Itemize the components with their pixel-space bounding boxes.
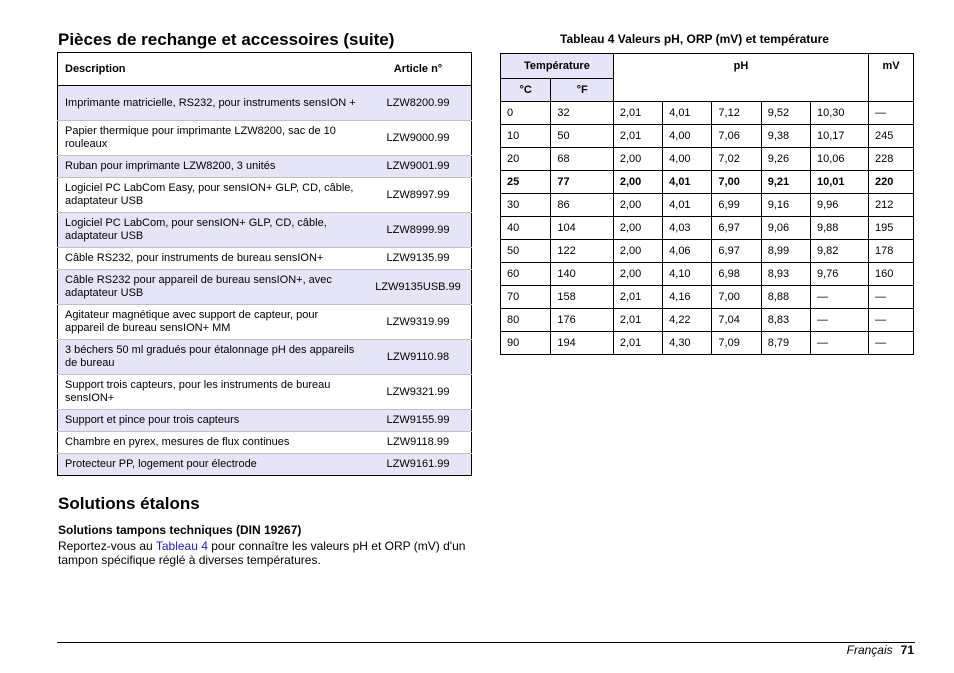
part-article-number: LZW9135USB.99 <box>365 270 472 305</box>
cell-ph-3: 7,12 <box>712 102 761 125</box>
part-article-number: LZW8999.99 <box>365 213 472 248</box>
cell-temp-celsius: 25 <box>501 171 551 194</box>
cell-ph-3: 6,97 <box>712 217 761 240</box>
cell-mv-value: 160 <box>869 263 914 286</box>
cell-temp-celsius: 0 <box>501 102 551 125</box>
part-description: Support et pince pour trois capteurs <box>58 410 366 432</box>
paragraph-text-start: Reportez-vous au <box>58 539 156 553</box>
cell-temp-celsius: 50 <box>501 240 551 263</box>
cell-ph-2: 4,00 <box>663 125 712 148</box>
part-description: Support trois capteurs, pour les instruments de bureau sensION+ <box>58 375 366 410</box>
parts-row <box>58 213 472 248</box>
part-description: Câble RS232, pour instruments de bureau sensION+ <box>58 248 366 270</box>
cell-mv-value: 228 <box>869 148 914 171</box>
parts-row <box>58 121 472 156</box>
cell-mv-value: — <box>869 286 914 309</box>
cell-ph-4: 9,26 <box>761 148 810 171</box>
part-description: Logiciel PC LabCom Easy, pour sensION+ GLP, CD, câble, adaptateur USB <box>58 178 366 213</box>
cell-ph-4: 8,79 <box>761 332 810 355</box>
cell-mv-value: 178 <box>869 240 914 263</box>
cell-ph-5: — <box>810 332 868 355</box>
cell-mv-value: 212 <box>869 194 914 217</box>
parts-row <box>58 178 472 213</box>
cell-ph-1: 2,00 <box>613 240 662 263</box>
cell-ph-4: 9,21 <box>761 171 810 194</box>
buffer-row <box>501 217 914 240</box>
buffer-row <box>501 102 914 125</box>
cell-ph-2: 4,03 <box>663 217 712 240</box>
part-article-number: LZW8200.99 <box>386 96 450 109</box>
cell-mv-value: — <box>869 102 914 125</box>
cell-temp-celsius: 80 <box>501 309 551 332</box>
parts-row <box>58 340 472 375</box>
header-celsius: °C <box>501 79 551 102</box>
footer-language: Français <box>846 643 893 657</box>
cell-ph-5: — <box>810 309 868 332</box>
part-description: Agitateur magnétique avec support de capteur, pour appareil de bureau sensION+ MM <box>58 305 366 340</box>
cell-ph-5: 10,01 <box>810 171 868 194</box>
part-description: 3 béchers 50 ml gradués pour étalonnage pH des appareils de bureau <box>58 340 366 375</box>
header-temperature: Température <box>501 54 614 79</box>
cell-temp-fahrenheit: 104 <box>551 217 613 240</box>
cell-ph-1: 2,00 <box>613 171 662 194</box>
footer-divider <box>57 642 915 643</box>
cell-ph-4: 8,99 <box>761 240 810 263</box>
cell-mv-value: — <box>869 332 914 355</box>
table-4-link[interactable]: Tableau 4 <box>155 539 208 553</box>
part-description: Logiciel PC LabCom, pour sensION+ GLP, CD, câble, adaptateur USB <box>58 213 366 248</box>
cell-ph-3: 6,98 <box>712 263 761 286</box>
page-footer <box>847 643 914 657</box>
buffer-row <box>501 148 914 171</box>
part-article-number: LZW9000.99 <box>365 121 472 156</box>
part-article-number: LZW9321.99 <box>365 375 472 410</box>
table-caption: Tableau 4 Valeurs pH, ORP (mV) et température <box>560 32 829 46</box>
paragraph-text-end: pour connaître les valeurs pH et ORP (mV) d'un tampon spécifique réglé à diverses températures. <box>58 539 466 567</box>
cell-ph-2: 4,00 <box>663 148 712 171</box>
cell-ph-1: 2,01 <box>613 286 662 309</box>
cell-ph-2: 4,30 <box>663 332 712 355</box>
parts-table <box>57 52 472 476</box>
cell-mv-value: 220 <box>869 171 914 194</box>
part-article-number: LZW9110.98 <box>365 340 472 375</box>
cell-temp-fahrenheit: 158 <box>551 286 613 309</box>
cell-ph-3: 7,00 <box>712 286 761 309</box>
cell-temp-fahrenheit: 86 <box>551 194 613 217</box>
part-article-number: LZW9161.99 <box>365 454 472 476</box>
part-article-number: LZW8997.99 <box>365 178 472 213</box>
cell-ph-5: 10,06 <box>810 148 868 171</box>
buffer-row <box>501 240 914 263</box>
parts-header-description: Description <box>58 53 366 86</box>
cell-ph-4: 8,83 <box>761 309 810 332</box>
parts-row <box>58 375 472 410</box>
cell-mv-value: 245 <box>869 125 914 148</box>
page-number: 71 <box>900 643 914 657</box>
buffer-row <box>501 263 914 286</box>
cell-temp-fahrenheit: 32 <box>551 102 613 125</box>
cell-ph-1: 2,01 <box>613 102 662 125</box>
cell-temp-fahrenheit: 140 <box>551 263 613 286</box>
cell-ph-1: 2,00 <box>613 217 662 240</box>
cell-ph-4: 9,16 <box>761 194 810 217</box>
section-subtitle: Solutions tampons techniques (DIN 19267) <box>58 523 302 537</box>
parts-row <box>58 432 472 454</box>
cell-ph-4: 9,38 <box>761 125 810 148</box>
buffer-row <box>501 286 914 309</box>
part-article-number: LZW9001.99 <box>365 156 472 178</box>
cell-temp-fahrenheit: 122 <box>551 240 613 263</box>
cell-ph-1: 2,00 <box>613 194 662 217</box>
buffer-row <box>501 171 914 194</box>
cell-ph-5: 9,88 <box>810 217 868 240</box>
cell-temp-celsius: 90 <box>501 332 551 355</box>
buffer-table-body <box>501 102 914 355</box>
cell-ph-5: — <box>810 286 868 309</box>
part-description: Câble RS232 pour appareil de bureau sensION+, avec adaptateur USB <box>58 270 366 305</box>
buffer-table <box>500 53 914 355</box>
header-ph: pH <box>613 54 868 102</box>
cell-ph-2: 4,01 <box>663 102 712 125</box>
parts-row <box>58 410 472 432</box>
cell-ph-4: 9,06 <box>761 217 810 240</box>
cell-ph-5: 10,17 <box>810 125 868 148</box>
buffer-row <box>501 309 914 332</box>
cell-temp-fahrenheit: 77 <box>551 171 613 194</box>
cell-temp-celsius: 30 <box>501 194 551 217</box>
cell-ph-2: 4,16 <box>663 286 712 309</box>
cell-ph-3: 7,04 <box>712 309 761 332</box>
cell-temp-fahrenheit: 68 <box>551 148 613 171</box>
header-mv: mV <box>869 54 914 102</box>
cell-ph-2: 4,06 <box>663 240 712 263</box>
cell-ph-3: 7,06 <box>712 125 761 148</box>
cell-ph-3: 6,97 <box>712 240 761 263</box>
cell-ph-5: 9,76 <box>810 263 868 286</box>
cell-ph-3: 6,99 <box>712 194 761 217</box>
buffer-row <box>501 194 914 217</box>
part-article-number: LZW9155.99 <box>365 410 472 432</box>
cell-ph-1: 2,00 <box>613 263 662 286</box>
part-description: Ruban pour imprimante LZW8200, 3 unités <box>58 156 366 178</box>
cell-ph-4: 9,52 <box>761 102 810 125</box>
part-description: Protecteur PP, logement pour électrode <box>58 454 366 476</box>
cell-ph-1: 2,01 <box>613 125 662 148</box>
header-fahrenheit: °F <box>551 79 613 102</box>
parts-row <box>58 86 472 121</box>
cell-ph-5: 9,82 <box>810 240 868 263</box>
section-paragraph <box>58 539 478 567</box>
parts-header-article: Article n° <box>365 53 472 86</box>
parts-row <box>58 305 472 340</box>
cell-ph-1: 2,01 <box>613 332 662 355</box>
part-description: Papier thermique pour imprimante LZW8200, sac de 10 rouleaux <box>58 121 366 156</box>
part-description: Chambre en pyrex, mesures de flux continues <box>58 432 366 454</box>
cell-temp-celsius: 60 <box>501 263 551 286</box>
cell-ph-1: 2,00 <box>613 148 662 171</box>
cell-temp-celsius: 20 <box>501 148 551 171</box>
cell-temp-celsius: 10 <box>501 125 551 148</box>
parts-row <box>58 156 472 178</box>
cell-temp-fahrenheit: 176 <box>551 309 613 332</box>
cell-ph-2: 4,22 <box>663 309 712 332</box>
cell-ph-5: 10,30 <box>810 102 868 125</box>
cell-ph-4: 8,88 <box>761 286 810 309</box>
cell-temp-fahrenheit: 194 <box>551 332 613 355</box>
cell-ph-5: 9,96 <box>810 194 868 217</box>
parts-table-body <box>58 86 472 476</box>
part-article-number: LZW9118.99 <box>365 432 472 454</box>
cell-ph-4: 8,93 <box>761 263 810 286</box>
parts-row <box>58 270 472 305</box>
part-description: Imprimante matricielle, RS232, pour instruments sensION + <box>65 96 356 109</box>
part-article-number: LZW9135.99 <box>365 248 472 270</box>
cell-ph-1: 2,01 <box>613 309 662 332</box>
part-article-number: LZW9319.99 <box>365 305 472 340</box>
cell-ph-2: 4,01 <box>663 171 712 194</box>
parts-row <box>58 454 472 476</box>
section-title: Solutions étalons <box>58 494 200 513</box>
parts-row <box>58 248 472 270</box>
buffer-row <box>501 125 914 148</box>
cell-ph-3: 7,00 <box>712 171 761 194</box>
buffer-row <box>501 332 914 355</box>
cell-ph-2: 4,10 <box>663 263 712 286</box>
cell-temp-fahrenheit: 50 <box>551 125 613 148</box>
cell-mv-value: — <box>869 309 914 332</box>
cell-ph-3: 7,02 <box>712 148 761 171</box>
cell-ph-3: 7,09 <box>712 332 761 355</box>
cell-mv-value: 195 <box>869 217 914 240</box>
page-title: Pièces de rechange et accessoires (suite) <box>58 30 395 49</box>
cell-ph-2: 4,01 <box>663 194 712 217</box>
cell-temp-celsius: 70 <box>501 286 551 309</box>
cell-temp-celsius: 40 <box>501 217 551 240</box>
